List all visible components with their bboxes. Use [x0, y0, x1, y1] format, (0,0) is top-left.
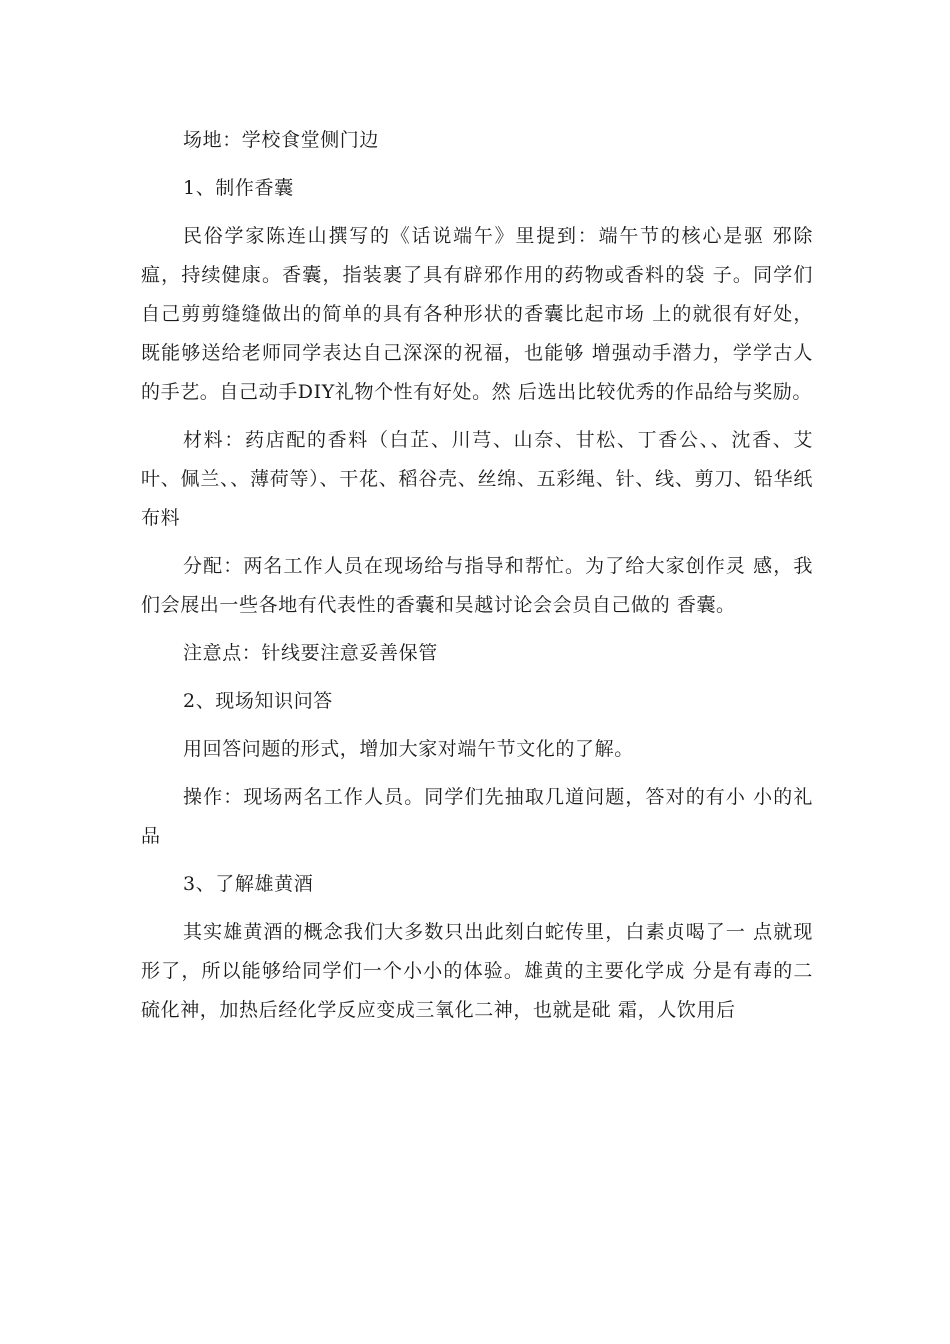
- section-1-body: 民俗学家陈连山撰写的《话说端午》里提到：端午节的核心是驱 邪除瘟，持续健康。香囊，指装裹了具有辟邪作用的药物或香料的袋 子。同学们自己剪剪缝缝做出的简单的具有各种形状的香囊比起市场 上的就很有好处，既能够送给老师同学表达自己深深的祝福，也能够 增强动手潜力，学学古人的手艺。自己动手DIY礼物个性有好处。然 后选出比较优秀的作品给与奖励。: [141, 225, 813, 403]
- notice-line: 注意点：针线要注意妥善保管: [183, 642, 438, 664]
- venue-line: 场地：学校食堂侧门边: [183, 129, 380, 151]
- document-page: [141, 121, 813, 1030]
- section-1-title: 1、制作香囊: [183, 177, 294, 199]
- operation-paragraph: 操作：现场两名工作人员。同学们先抽取几道问题，答对的有小 小的礼品: [141, 786, 813, 847]
- materials-paragraph: 材料：药店配的香料（白芷、川芎、山奈、甘松、丁香公、、沈香、艾叶、佩兰、、薄荷等）、干花、稻谷壳、丝绵、五彩绳、针、线、剪刀、铅华纸布料: [141, 429, 813, 529]
- section-2-title: 2、现场知识问答: [183, 690, 333, 712]
- section-2-body: 用回答问题的形式，增加大家对端午节文化的了解。: [183, 738, 634, 760]
- section-3-title: 3、了解雄黄酒: [183, 873, 314, 895]
- allocation-paragraph: 分配：两名工作人员在现场给与指导和帮忙。为了给大家创作灵 感，我们会展出一些各地有代表性的香囊和吴越讨论会会员自己做的 香囊。: [141, 555, 813, 616]
- section-3-body: 其实雄黄酒的概念我们大多数只出此刻白蛇传里，白素贞喝了一 点就现形了，所以能够给同学们一个小小的体验。雄黄的主要化学成 分是有毒的二硫化神，加热后经化学反应变成三氧化二神，也就是砒 霜，人饮用后: [141, 921, 813, 1021]
